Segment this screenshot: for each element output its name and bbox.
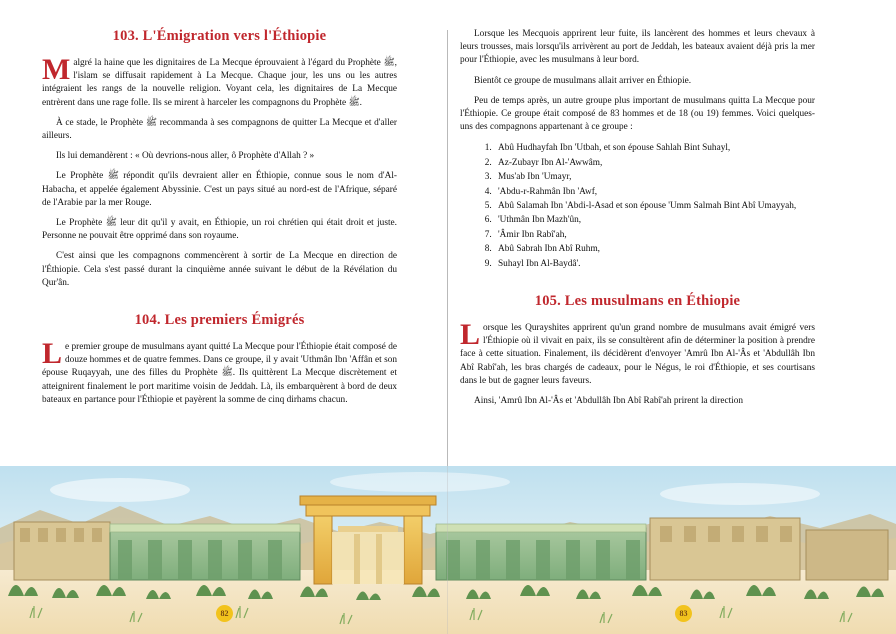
list-item: 9. Suhayl Ibn Al-Baydâ'. [494, 257, 815, 271]
list-item: 3. Mus'ab Ibn 'Umayr, [494, 170, 815, 184]
section-title-103: 103. L'Émigration vers l'Éthiopie [112, 28, 327, 44]
left-green-wall [110, 524, 300, 580]
emigrants-list [460, 141, 815, 271]
paragraph: Ainsi, 'Amrû Ibn Al-'Âs et 'Abdullâh Ibn Abî Rabî'ah prirent la direction [474, 396, 744, 407]
paragraph: Le Prophète ﷺ leur dit qu'il y avait, en Éthiopie, un roi chrétien qui était droit et juste. Personne ne pouvait être opprimé dans son royaume. [42, 218, 397, 242]
paragraph: Peu de temps après, un autre groupe plus important de musulmans quitta La Mecque pour l'Éthiopie. Ce groupe était composé de 83 hommes et de 18 (ou 19) femmes. Voici quelques-uns des compagnons appartenant à ce groupe : [460, 95, 815, 133]
page-number-right: 83 [675, 605, 692, 622]
left-building [14, 522, 110, 580]
paragraph: Ils lui demandèrent : « Où devrions-nous aller, ô Prophète d'Allah ? » [56, 151, 315, 162]
paragraph: Bientôt ce groupe de musulmans allait arriver en Éthiopie. [474, 75, 692, 86]
section-title-104: 104. Les premiers Émigrés [134, 312, 305, 329]
illustration-svg [0, 466, 896, 634]
section-title-105: 105. Les musulmans en Éthiopie [534, 293, 741, 310]
left-page-column [42, 28, 397, 414]
paragraph: C'est ainsi que les compagnons commencèrent à sortir de La Mecque en direction de l'Éthiopie. Cela s'est passé durant la cinquième année suivant le début de la Révélation du Qur'ân. [42, 251, 397, 288]
drop-cap-letter: M [42, 53, 71, 86]
illustration-ethiopian-palace [0, 466, 896, 634]
paragraph-text: e premier groupe de musulmans ayant quitté La Mecque pour l'Éthiopie était composé de douze hommes et de quatre femmes. Dans ce groupe, il y avait 'Uthmân Ibn 'Affân et son épouse Ruqayyah, une des filles du Prophète ﷺ. Ils quittèrent La Mecque discrètement et atteignirent finalement le port maritime voisin de Jeddah. Là, ils embarquèrent à bord de deux bateaux en partance pour l'Éthiopie et payèrent la somme de cinq dirhams chacun. [42, 342, 397, 405]
paragraph-text: orsque les Qurayshites apprirent qu'un grand nombre de musulmans avait émigré vers l'Éthiopie où il vivait en paix, ils se consultèrent afin de déterminer la position à prendre face à cette situation. Finalement, ils décidèrent d'envoyer 'Amrû Ibn Al-'Âs et 'Abdullâh Ibn Abî Rabî'ah, les bras chargés de cadeaux, pour le Négus, le roi d'Éthiopie, et ses courtisans dans le but de gagner leurs faveurs. [460, 323, 815, 386]
drop-cap-letter: L [460, 318, 481, 352]
right-page-column [460, 28, 815, 415]
paragraph: Le Prophète ﷺ répondit qu'ils devraient aller en Éthiopie, connue sous le nom d'Al-Habacha, et appelée également Abyssinie. C'est un pays situé au nord-est de l'Afrique, séparé de l'Arabie par la mer Rouge. [42, 171, 397, 208]
list-item: 8. Abû Sabrah Ibn Abî Ruhm, [494, 242, 815, 256]
list-item: 4. 'Abdu-r-Rahmân Ibn 'Awf, [494, 185, 815, 199]
paragraph [460, 318, 815, 388]
paragraph: Lorsque les Mecquois apprirent leur fuite, ils lancèrent des hommes et leurs chevaux à leurs trousses, mais lorsqu'ils arrivèrent au port de Jeddah, les bateaux avaient déjà pris la mer pour l'Éthiopie, avec les musulmans à leur bord. [460, 29, 815, 66]
paragraph-text: algré la haine que les dignitaires de La Mecque éprouvaient à l'égard du Prophète ﷺ, l'islam se diffusait rapidement à La Mecque. Chaque jour, les uns ou les autres intégraient les rangs de la nouvelle religion. Voyant cela, les dignitaires de La Mecque entrèrent dans une rage folle. Ils se mirent à harceler les compagnons du Prophète ﷺ. [42, 58, 397, 108]
list-item: 5. Abû Salamah Ibn 'Abdi-l-Asad et son épouse 'Umm Salmah Bint Abî Umayyah, [494, 199, 815, 213]
list-item: 1. Abû Hudhayfah Ibn 'Utbah, et son épouse Sahlah Bint Suhayl, [494, 141, 815, 155]
page-number-left: 82 [216, 605, 233, 622]
paragraph [42, 337, 397, 407]
list-item: 2. Az-Zubayr Ibn Al-'Awwâm, [494, 156, 815, 170]
paragraph [42, 53, 397, 110]
list-item: 7. 'Âmir Ibn Rabî'ah, [494, 228, 815, 242]
right-green-wall [436, 524, 646, 580]
drop-cap-letter: L [42, 337, 63, 371]
list-item: 6. 'Uthmân Ibn Mazh'ûn, [494, 213, 815, 227]
paragraph: À ce stade, le Prophète ﷺ recommanda à ses compagnons de quitter La Mecque et d'aller ailleurs. [42, 117, 397, 142]
central-arch-gate [300, 496, 436, 584]
